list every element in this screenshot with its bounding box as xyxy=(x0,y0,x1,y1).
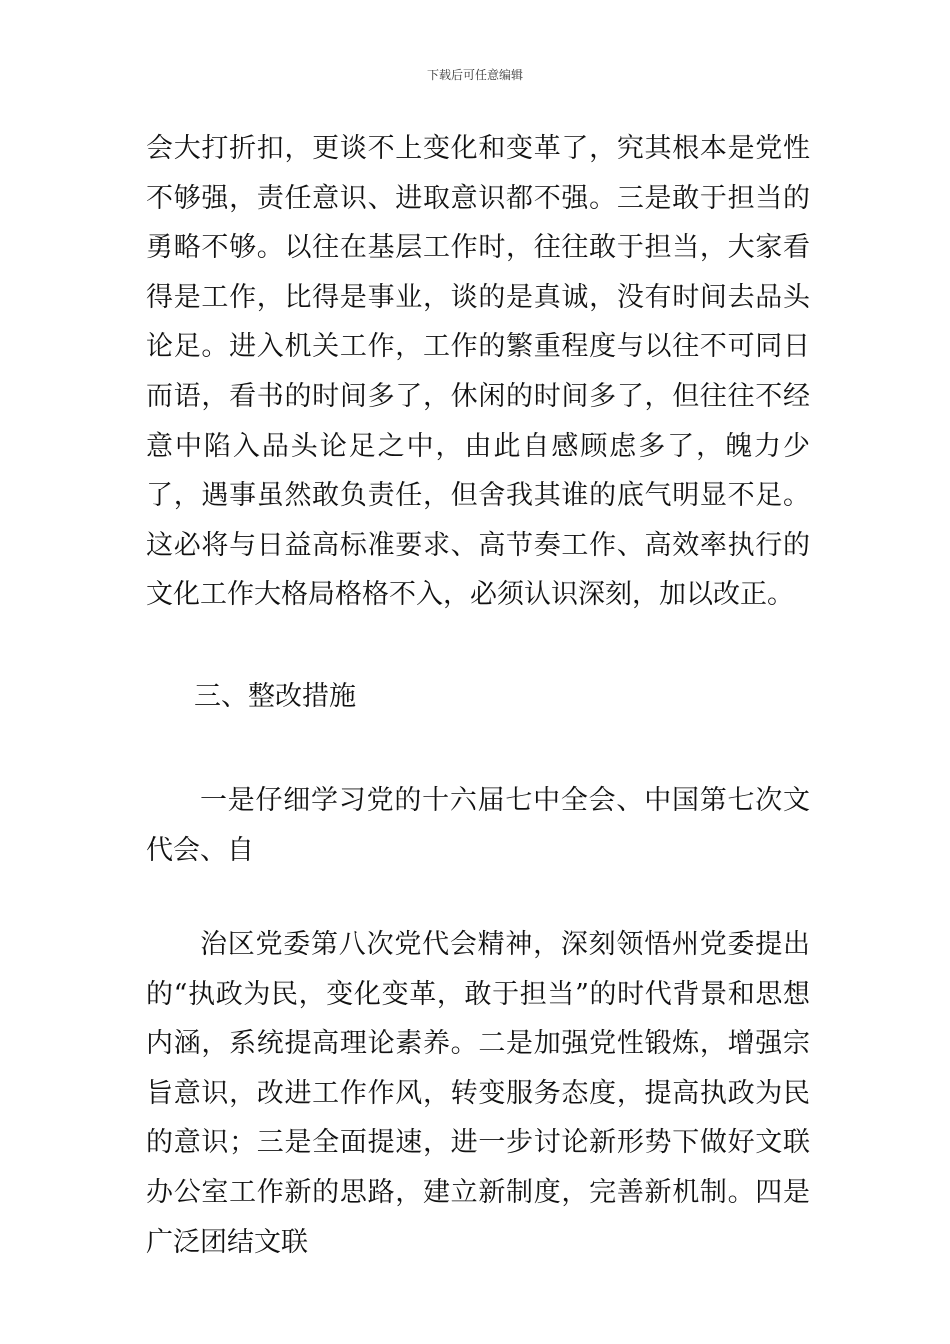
page-header: 下载后可任意编辑 xyxy=(426,68,523,82)
body-paragraph-1: 会大打折扣，更谈不上变化和变革了，究其根本是党性不够强，责任意识、进取意识都不强。三是敢于担当的勇略不够。以往在基层工作时，往往敢于担当，大家看得是工作，比得是事业，谈的是真诚，没有时间去品头论足。进入机关工作，工作的繁重程度与以往不可同日而语，看书的时间多了，休闲的时间多了，但往往不经意中陷入品头论足之中，由此自感顾虑多了，魄力少了，遇事虽然敢负责任，但舍我其谁的底气明显不足。这必将与日益高标准要求、高节奏工作、高效率执行的文化工作大格局格格不入，必须认识深刻，加以改正。 xyxy=(146,133,810,611)
body-paragraph-2: 一是仔细学习党的十六届七中全会、中国第七次文代会、自 xyxy=(146,785,810,866)
section-heading: 三、整改措施 xyxy=(194,681,356,712)
body-paragraph-3: 治区党委第八次党代会精神，深刻领悟州党委提出的“执政为民，变化变革，敢于担当”的时代背景和思想内涵，系统提高理论素养。二是加强党性锻炼，增强宗旨意识，改进工作作风，转变服务态度，提高执政为民的意识；三是全面提速，进一步讨论新形势下做好文联办公室工作新的思路，建立新制度，完善新机制。四是广泛团结文联 xyxy=(146,929,810,1258)
